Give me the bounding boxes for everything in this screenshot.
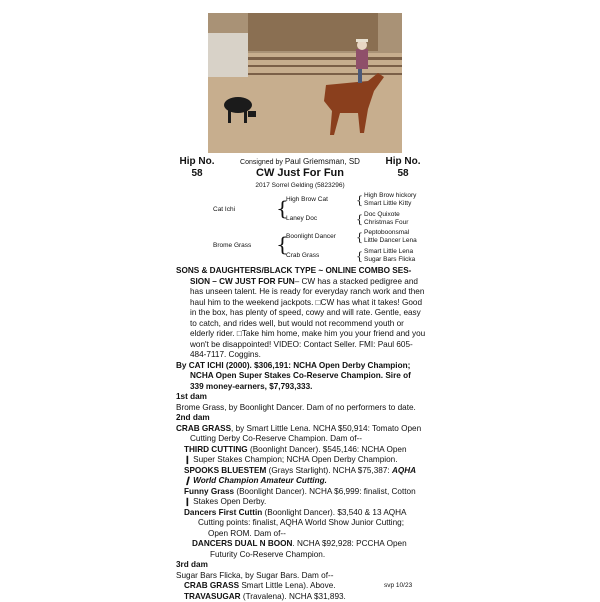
brace-icon: { [276, 198, 289, 218]
produce-line: Dancers First Cuttin (Boonlight Dancer). $3,540 & 13 AQHA [184, 508, 407, 519]
produce-line: Cutting points: finalist, AQHA World Show Junior Cutting; [198, 518, 404, 529]
brace-icon: { [356, 214, 363, 226]
pedigree-g7: Smart Little Lena [364, 248, 413, 256]
brace-icon: { [356, 232, 363, 244]
dam-line: Sugar Bars Flicka, by Sugar Bars. Dam of-- [176, 571, 333, 582]
pedigree-dam-sire: Boonlight Dancer [286, 233, 336, 241]
pedigree-sire-sire: High Brow Cat [286, 196, 328, 204]
body-line: to catch, and rides well, but would not recommend youth or [190, 319, 404, 330]
brace-icon: { [356, 195, 363, 207]
pedigree-g1: High Brow hickory [364, 192, 416, 200]
dam-heading: 1st dam [176, 392, 207, 403]
produce-line: DANCERS DUAL N BOON. NCHA $92,928: PCCHA Open [192, 539, 407, 550]
dam-line: CRAB GRASS, by Smart Little Lena. NCHA $50,914: Tomato Open [176, 424, 421, 435]
pedigree-g2: Smart Little Kitty [364, 200, 411, 208]
session-heading: SONS & DAUGHTERS/BLACK TYPE ~ ONLINE COMBO SES- [176, 266, 411, 277]
consignor: Paul Griemsman, SD [285, 157, 360, 166]
pedigree-g3: Doc Quixote [364, 211, 400, 219]
pedigree-g4: Christmas Four [364, 219, 408, 227]
hip-label: Hip No. [382, 156, 424, 168]
pedigree-g6: Little Dancer Lena [364, 237, 417, 245]
body-line: 484-7117. Coggins. [190, 350, 261, 361]
pedigree-g5: Peptoboonsmal [364, 229, 409, 237]
produce-line: ❙ Super Stakes Champion; NCHA Open Derby Champion. [184, 455, 397, 466]
hip-value: 58 [382, 168, 424, 180]
hip-label: Hip No. [176, 156, 218, 168]
produce-line: Open ROM. Dam of-- [208, 529, 286, 540]
hip-value: 58 [176, 168, 218, 180]
dam-heading: 3rd dam [176, 560, 208, 571]
pedigree-dam: Brome Grass [213, 242, 251, 250]
pedigree-sire-dam: Laney Doc [286, 215, 317, 223]
produce-line: Funny Grass (Boonlight Dancer). NCHA $6,999: finalist, Cotton [184, 487, 416, 498]
body-line: in the box, has plenty of speed, cowy and will rate. Gentle, easy [190, 308, 421, 319]
body-line: has unseen talent. He is ready for everyday ranch work and then [190, 287, 424, 298]
dam-heading: 2nd dam [176, 413, 210, 424]
cutting-horse-image [208, 13, 402, 153]
dam-line: Brome Grass, by Boonlight Dancer. Dam of no performers to date. [176, 403, 416, 414]
body-line: elderly rider. □Take him home, make him you your friend and you [190, 329, 425, 340]
produce-line: ❙ World Champion Amateur Cutting. [184, 476, 327, 487]
body-line: SION – CW JUST FOR FUN– CW has a stacked pedigree and [190, 277, 418, 288]
hip-number-left [176, 156, 218, 180]
footer-code: svp 10/23 [384, 582, 412, 589]
pedigree-sire: Cat Ichi [213, 206, 235, 214]
consigned-by [222, 157, 378, 166]
horse-description: 2017 Sorrel Gelding (5823296) [222, 182, 378, 189]
produce-line: CRAB GRASS Smart Little Lena). Above. [184, 581, 336, 592]
dam-line: Cutting Derby Co-Reserve Champion. Dam of-- [190, 434, 362, 445]
sire-record: NCHA Open Super Stakes Co-Reserve Champion. Sire of [190, 371, 411, 382]
consigned-prefix: Consigned by [240, 159, 283, 166]
body-line: haul him to the weekend jackpots. □CW has what it takes! Good [190, 298, 422, 309]
horse-name: CW Just For Fun [222, 167, 378, 179]
horse-photo [208, 13, 402, 153]
produce-line: SPOOKS BLUESTEM (Grays Starlight). NCHA $75,387: AQHA [184, 466, 416, 477]
produce-line: Futurity Co-Reserve Champion. [210, 550, 325, 561]
produce-line: THIRD CUTTING (Boonlight Dancer). $545,146: NCHA Open [184, 445, 407, 456]
pedigree-g8: Sugar Bars Flicka [364, 256, 415, 264]
sire-record: 339 money-earners, $7,793,333. [190, 382, 312, 393]
brace-icon: { [276, 234, 289, 254]
produce-line: TRAVASUGAR (Travalena). NCHA $31,893. [184, 592, 346, 602]
pedigree-dam-dam: Crab Grass [286, 252, 319, 260]
produce-line: ❙ Stakes Open Derby. [184, 497, 266, 508]
body-line: won't be disappointed! VIDEO: Contact Seller. FMI: Paul 605- [190, 340, 413, 351]
brace-icon: { [356, 251, 363, 263]
sire-record: By CAT ICHI (2000). $306,191: NCHA Open Derby Champion; [176, 361, 410, 372]
hip-number-right [382, 156, 424, 180]
